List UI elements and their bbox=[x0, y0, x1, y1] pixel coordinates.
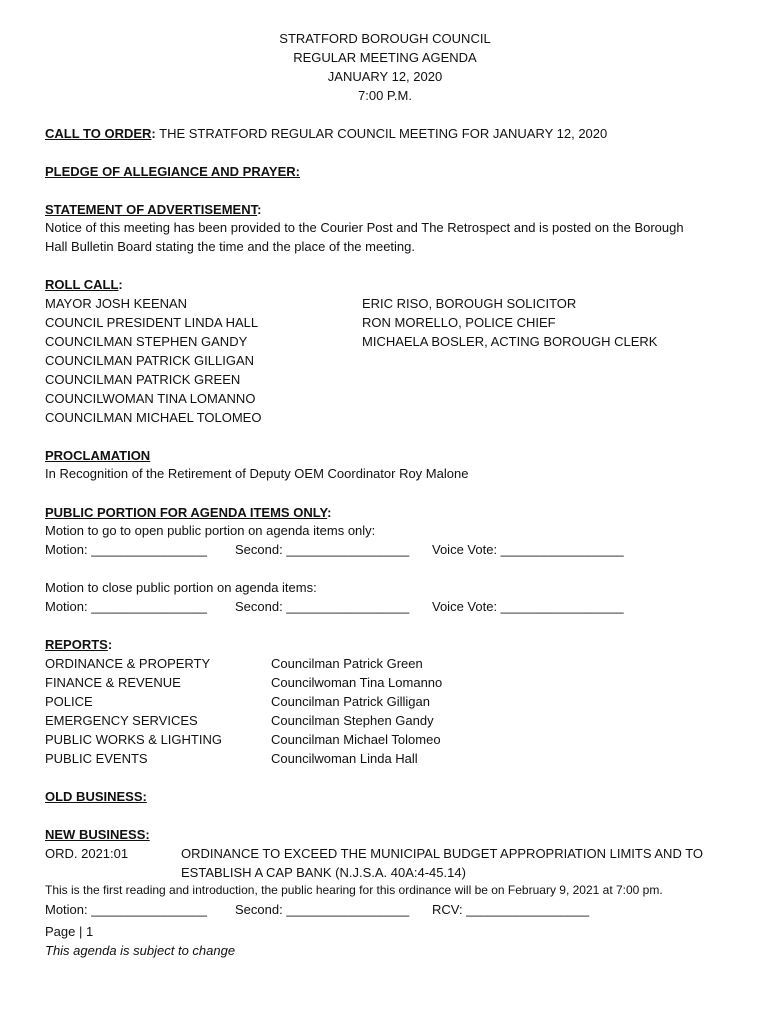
meeting-time: 7:00 P.M. bbox=[358, 88, 412, 103]
second-field: Second: _________________ bbox=[235, 599, 410, 614]
ordinance-number: ORD. 2021:01 bbox=[45, 846, 129, 861]
ordinance-title-line-2: ESTABLISH A CAP BANK (N.J.S.A. 40A:4-45.14) bbox=[181, 865, 466, 880]
advertisement-line-1: Notice of this meeting has been provided to the Courier Post and The Retrospect and is posted on the Borough bbox=[45, 220, 684, 235]
meeting-date: JANUARY 12, 2020 bbox=[327, 69, 443, 84]
close-motion-line bbox=[45, 597, 207, 616]
voice-vote-field: Voice Vote: _________________ bbox=[432, 542, 624, 557]
advertisement-heading: STATEMENT OF ADVERTISEMENT: bbox=[45, 202, 262, 217]
roll-call-member: COUNCILMAN PATRICK GREEN bbox=[45, 372, 241, 387]
report-area: ORDINANCE & PROPERTY bbox=[45, 656, 211, 671]
call-to-order-heading: CALL TO ORDER bbox=[45, 126, 152, 141]
roll-call-member: MAYOR JOSH KEENAN bbox=[45, 296, 188, 311]
open-motion-line bbox=[45, 540, 207, 559]
report-member: Councilwoman Linda Hall bbox=[271, 751, 418, 766]
roll-call-member: COUNCILWOMAN TINA LOMANNO bbox=[45, 391, 256, 406]
roll-call-heading: ROLL CALL: bbox=[45, 277, 123, 292]
ordinance-note: This is the first reading and introduction, the public hearing for this ordinance will be on February 9, 2021 at 7:00 pm. bbox=[45, 883, 663, 897]
second-field: Second: _________________ bbox=[235, 902, 410, 917]
rcv-field: RCV: _________________ bbox=[432, 902, 590, 917]
voice-vote-field: Voice Vote: _________________ bbox=[432, 599, 624, 614]
motion-field: Motion: ________________ bbox=[45, 599, 207, 614]
report-member: Councilwoman Tina Lomanno bbox=[271, 675, 443, 690]
motion-field: Motion: ________________ bbox=[45, 542, 207, 557]
second-field: Second: _________________ bbox=[235, 542, 410, 557]
proclamation-heading: PROCLAMATION bbox=[45, 448, 151, 463]
report-member: Councilman Michael Tolomeo bbox=[271, 732, 441, 747]
roll-call-member: COUNCIL PRESIDENT LINDA HALL bbox=[45, 315, 259, 330]
report-member: Councilman Patrick Gilligan bbox=[271, 694, 430, 709]
report-area: EMERGENCY SERVICES bbox=[45, 713, 198, 728]
agenda-type: REGULAR MEETING AGENDA bbox=[293, 50, 477, 65]
call-to-order-text: THE STRATFORD REGULAR COUNCIL MEETING FOR JANUARY 12, 2020 bbox=[155, 126, 608, 141]
roll-call-member: COUNCILMAN STEPHEN GANDY bbox=[45, 334, 248, 349]
report-area: POLICE bbox=[45, 694, 93, 709]
roll-call-member: COUNCILMAN PATRICK GILLIGAN bbox=[45, 353, 254, 368]
motion-field: Motion: ________________ bbox=[45, 902, 207, 917]
page-number: Page | 1 bbox=[45, 924, 94, 939]
proclamation-text: In Recognition of the Retirement of Deputy OEM Coordinator Roy Malone bbox=[45, 466, 469, 481]
agenda-header bbox=[0, 29, 770, 105]
new-business-heading: NEW BUSINESS: bbox=[45, 827, 150, 842]
reports-heading: REPORTS: bbox=[45, 637, 113, 652]
ordinance-motion-line bbox=[45, 900, 207, 919]
roll-call-member: COUNCILMAN MICHAEL TOLOMEO bbox=[45, 410, 262, 425]
ordinance-title-line-1: ORDINANCE TO EXCEED THE MUNICIPAL BUDGET APPROPRIATION LIMITS AND TO bbox=[181, 846, 704, 861]
roll-call-official: RON MORELLO, POLICE CHIEF bbox=[362, 315, 556, 330]
public-portion-heading: PUBLIC PORTION FOR AGENDA ITEMS ONLY: bbox=[45, 505, 332, 520]
call-to-order: CALL TO ORDER: THE STRATFORD REGULAR COUNCIL MEETING FOR JANUARY 12, 2020 bbox=[45, 126, 608, 141]
pledge-heading: PLEDGE OF ALLEGIANCE AND PRAYER: bbox=[45, 164, 300, 179]
report-member: Councilman Patrick Green bbox=[271, 656, 423, 671]
council-name: STRATFORD BOROUGH COUNCIL bbox=[279, 31, 491, 46]
report-area: FINANCE & REVENUE bbox=[45, 675, 181, 690]
advertisement-line-2: Hall Bulletin Board stating the time and the place of the meeting. bbox=[45, 239, 415, 254]
roll-call-official: MICHAELA BOSLER, ACTING BOROUGH CLERK bbox=[362, 334, 658, 349]
close-public-portion-text: Motion to close public portion on agenda items: bbox=[45, 580, 317, 595]
report-member: Councilman Stephen Gandy bbox=[271, 713, 434, 728]
agenda-change-note: This agenda is subject to change bbox=[45, 943, 236, 958]
roll-call-official: ERIC RISO, BOROUGH SOLICITOR bbox=[362, 296, 577, 311]
report-area: PUBLIC WORKS & LIGHTING bbox=[45, 732, 222, 747]
open-public-portion-text: Motion to go to open public portion on agenda items only: bbox=[45, 523, 376, 538]
report-area: PUBLIC EVENTS bbox=[45, 751, 148, 766]
old-business-heading: OLD BUSINESS: bbox=[45, 789, 147, 804]
